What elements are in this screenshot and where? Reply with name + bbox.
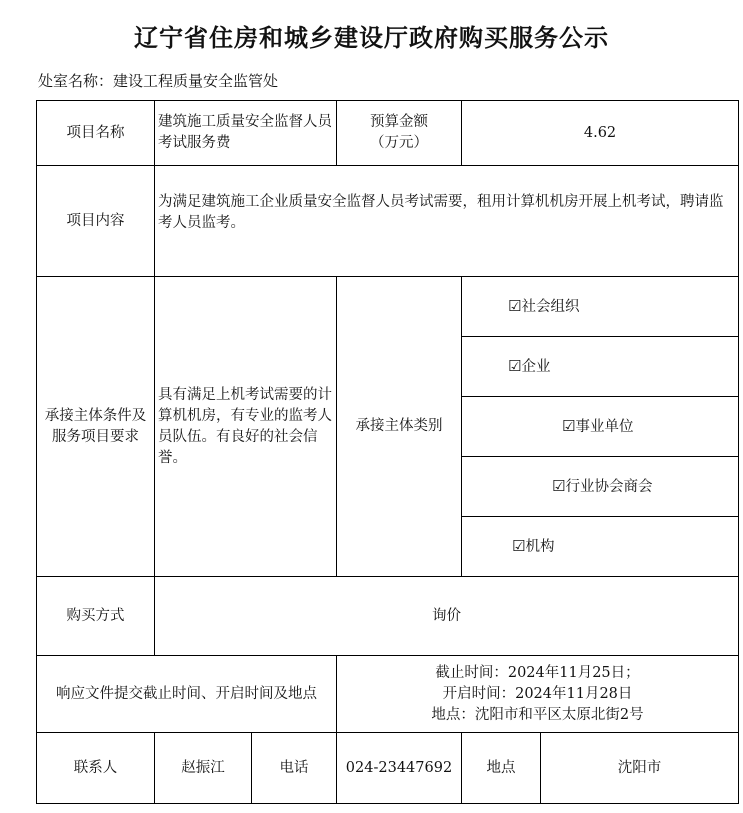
requirements-label: 承接主体条件及服务项目要求: [37, 277, 155, 577]
contact-value: 赵振江: [155, 733, 252, 804]
checkbox-checked-icon: ☑: [508, 296, 522, 315]
entity-type-label: 承接主体类别: [337, 277, 462, 577]
checkbox-checked-icon: ☑: [508, 356, 522, 375]
table-row: [37, 577, 739, 656]
entity-option-label: 事业单位: [575, 418, 634, 435]
entity-option-label: 行业协会商会: [565, 478, 653, 495]
page-title: 辽宁省住房和城乡建设厅政府购买服务公示: [134, 24, 609, 52]
entity-option-1: [462, 337, 739, 397]
phone-label: 电话: [252, 733, 337, 804]
content-label: 项目内容: [37, 166, 155, 277]
contact-label: 联系人: [37, 733, 155, 804]
table-row: [37, 733, 739, 804]
department-value: 建设工程质量安全监管处: [113, 72, 279, 90]
budget-label-text: 预算金额（万元）: [370, 114, 428, 151]
content-value: 为满足建筑施工企业质量安全监督人员考试需要，租用计算机机房开展上机考试，聘请监考人员监考。: [155, 166, 739, 277]
department-label: 处室名称：: [38, 72, 114, 90]
department-line: [38, 70, 278, 91]
budget-value: 4.62: [462, 101, 739, 166]
entity-option-0: [462, 277, 739, 337]
entity-option-3: [462, 457, 739, 517]
place-label: 地点: [462, 733, 541, 804]
table-row: [37, 277, 739, 337]
entity-option-4: [462, 517, 739, 577]
purchase-method-value: 询价: [155, 577, 739, 656]
project-name-label: 项目名称: [37, 101, 155, 166]
submission-value: [337, 656, 739, 733]
table-row: [37, 101, 739, 166]
submission-opening: 开启时间：2024年11月28日: [442, 685, 633, 702]
project-name-value: 建筑施工质量安全监督人员考试服务费: [155, 101, 337, 166]
checkbox-checked-icon: ☑: [512, 536, 526, 555]
entity-option-2: [462, 397, 739, 457]
entity-option-label: 机构: [525, 538, 555, 555]
submission-deadline: 截止时间：2024年11月25日；: [435, 664, 640, 681]
table-row: [37, 166, 739, 277]
submission-location: 地点：沈阳市和平区太原北街2号: [431, 706, 644, 723]
checkbox-checked-icon: ☑: [562, 416, 576, 435]
submission-label: 响应文件提交截止时间、开启时间及地点: [37, 656, 337, 733]
entity-option-label: 企业: [521, 358, 551, 375]
place-value: 沈阳市: [541, 733, 739, 804]
requirements-value: 具有满足上机考试需要的计算机机房，有专业的监考人员队伍。有良好的社会信誉。: [155, 277, 337, 577]
phone-value: 024-23447692: [337, 733, 462, 804]
announcement-table: [36, 100, 739, 804]
table-row: [37, 656, 739, 733]
entity-option-label: 社会组织: [521, 298, 580, 315]
checkbox-checked-icon: ☑: [552, 476, 566, 495]
purchase-method-label: 购买方式: [37, 577, 155, 656]
budget-label: [337, 101, 462, 166]
